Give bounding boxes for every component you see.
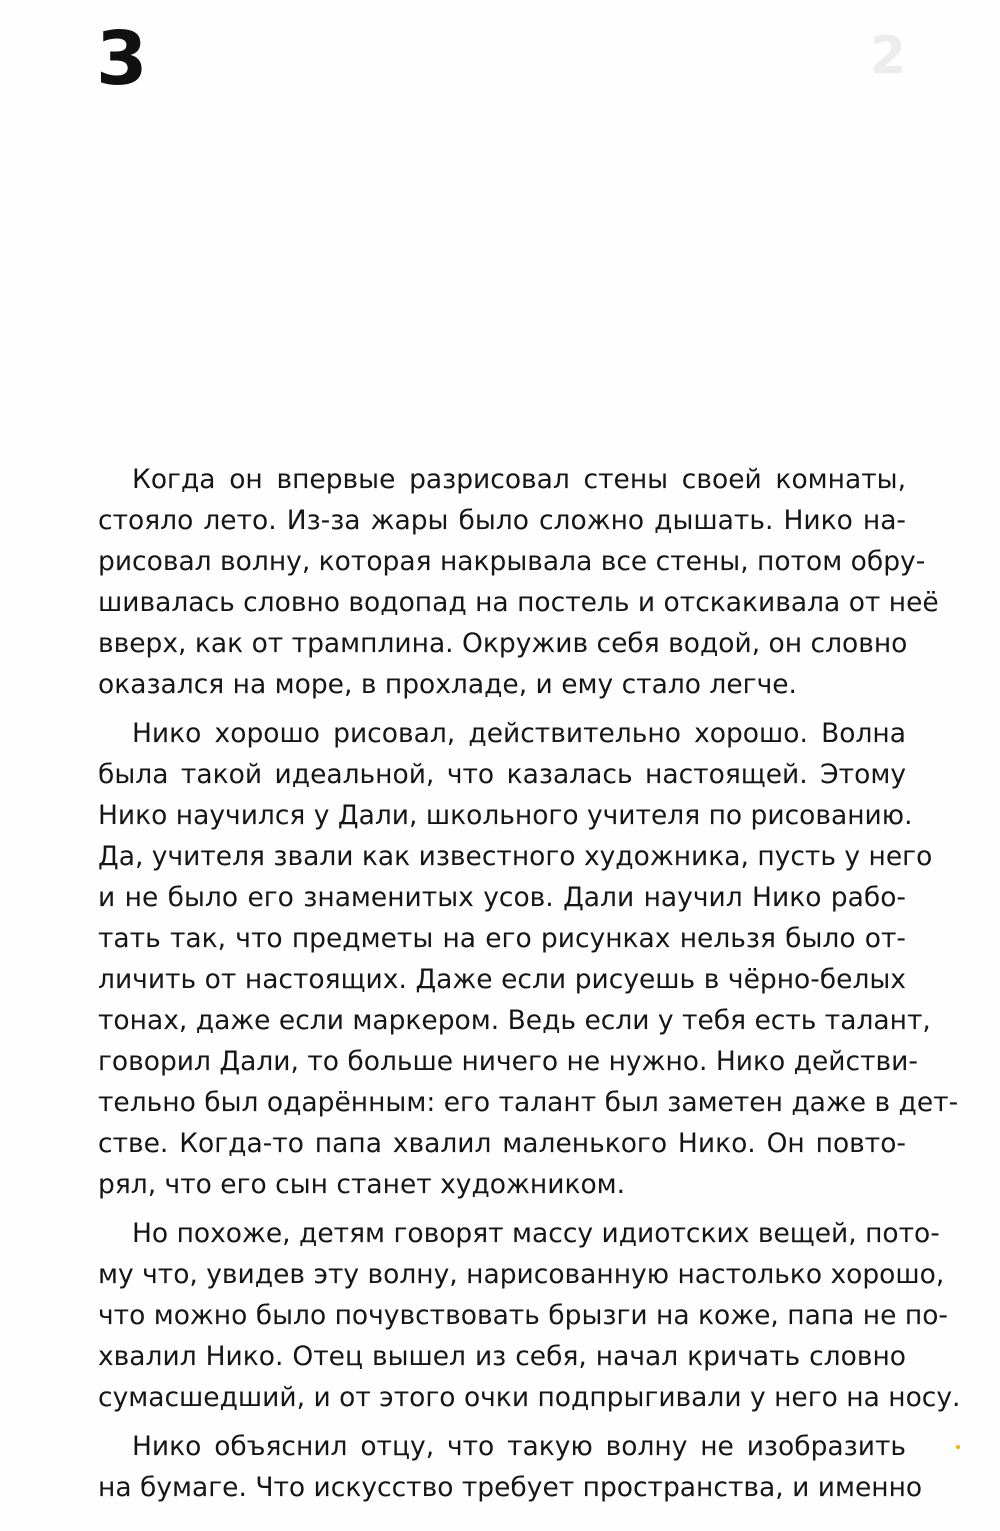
text-line: стве. Когда-то папа хвалил маленького Нико. Он повто- xyxy=(98,1128,906,1159)
text-line: Да, учителя звали как известного художника, пусть у него xyxy=(98,841,933,872)
text-line: Нико научился у Дали, школьного учителя по рисованию. xyxy=(98,800,913,831)
text-line: Нико хорошо рисовал, действительно хорошо. Волна xyxy=(132,718,906,749)
text-line: на бумаге. Что искусство требует пространства, и именно xyxy=(98,1472,923,1503)
text-line: тать так, что предметы на его рисунках нельзя было от- xyxy=(98,923,906,954)
text-line: была такой идеальной, что казалась настоящей. Этому xyxy=(98,759,906,790)
text-line: тельно был одарённым: его талант был заметен даже в дет- xyxy=(98,1087,959,1118)
text-line: рисовал волну, которая накрывала все стены, потом обру- xyxy=(98,546,926,577)
text-line: вверх, как от трамплина. Окружив себя водой, он словно xyxy=(98,628,908,659)
text-line: стояло лето. Из-за жары было сложно дышать. Нико на- xyxy=(98,505,906,536)
text-line: тонах, даже если маркером. Ведь если у тебя есть талант, xyxy=(98,1005,931,1036)
text-line: и не было его знаменитых усов. Дали научил Нико рабо- xyxy=(98,882,906,913)
print-speck xyxy=(956,1445,960,1449)
text-line: Но похоже, детям говорят массу идиотских вещей, пото- xyxy=(132,1218,940,1249)
chapter-body xyxy=(98,459,961,1508)
text-line: говорил Дали, то больше ничего не нужно. Нико действи- xyxy=(98,1046,918,1077)
bleed-through-page-number: 2 xyxy=(870,26,907,86)
text-line: хвалил Нико. Отец вышел из себя, начал кричать словно xyxy=(98,1341,906,1372)
text-line: личить от настоящих. Даже если рисуешь в чёрно-белых xyxy=(98,964,906,995)
text-line: Нико объяснил отцу, что такую волну не изобразить xyxy=(132,1431,906,1462)
text-line: сумасшедший, и от этого очки подпрыгивали у него на носу. xyxy=(98,1382,961,1413)
text-line: му что, увидев эту волну, нарисованную настолько хорошо, xyxy=(98,1259,945,1290)
text-line: шивалась словно водопад на постель и отскакивала от неё xyxy=(98,587,939,618)
chapter-number: 3 xyxy=(96,16,148,102)
text-line: что можно было почувствовать брызги на коже, папа не по- xyxy=(98,1300,948,1331)
text-line: оказался на море, в прохладе, и ему стало легче. xyxy=(98,669,797,700)
text-line: Когда он впервые разрисовал стены своей комнаты, xyxy=(132,464,906,495)
text-line: рял, что его сын станет художником. xyxy=(98,1169,626,1200)
